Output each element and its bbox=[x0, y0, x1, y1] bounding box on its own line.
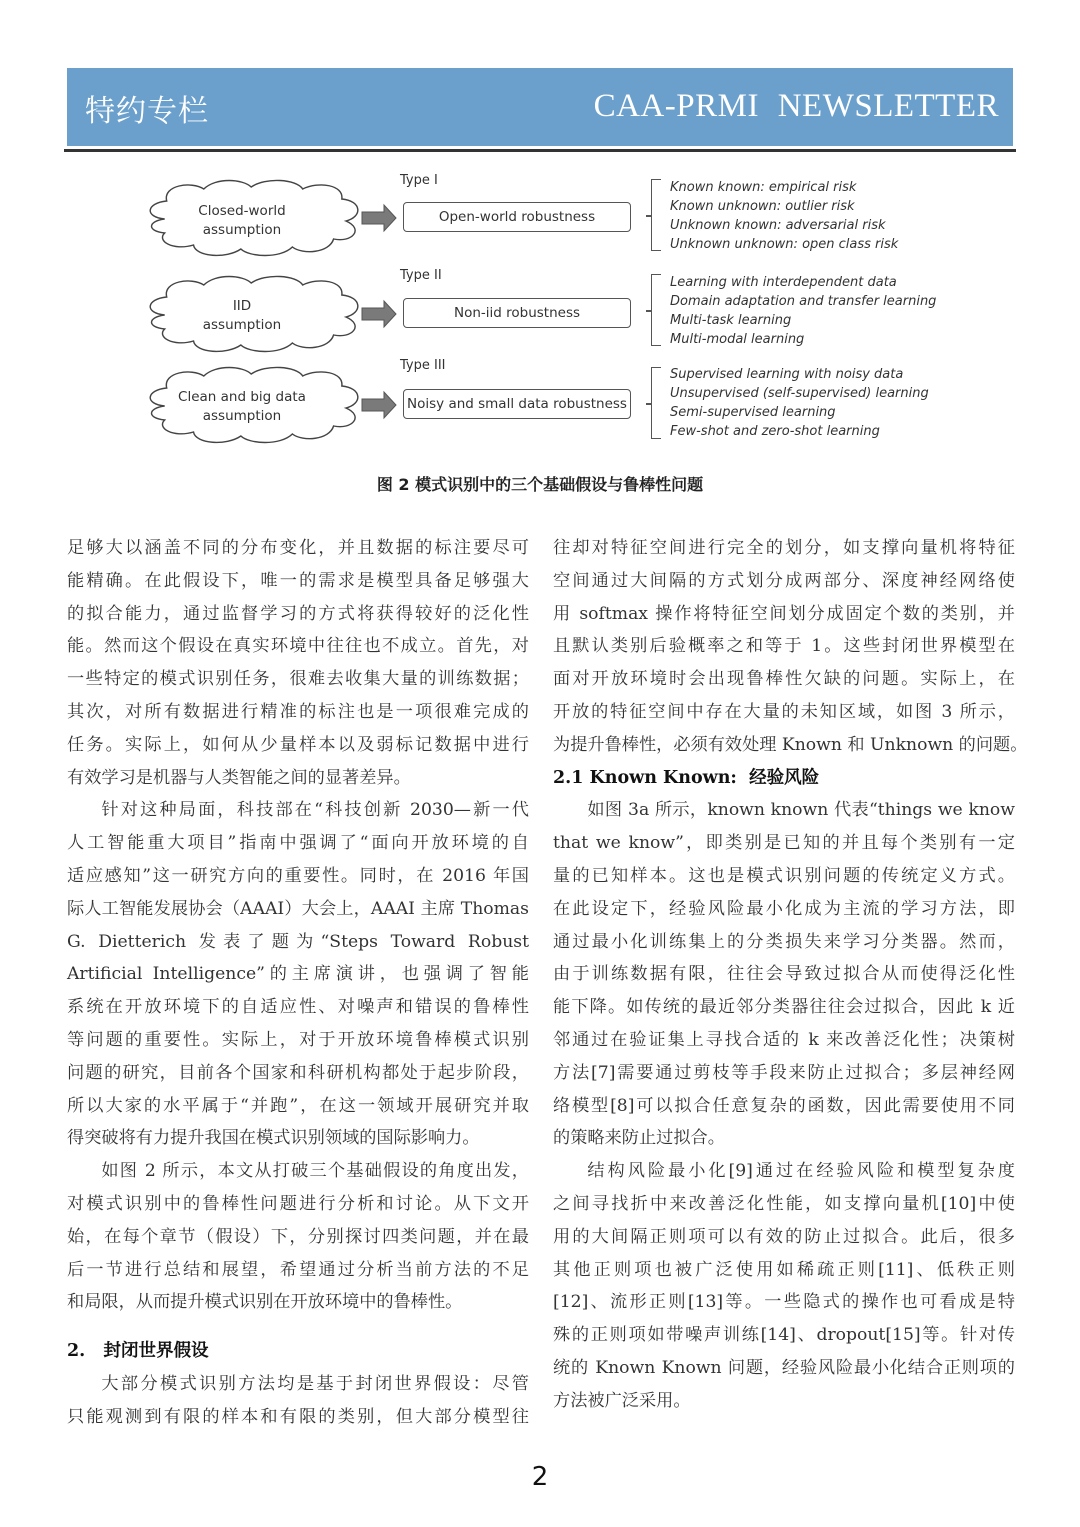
paragraph: 如图 3a 所示，known known 代表“things we know that we know”，即类别是已知的并且每个类别有一定 量的已知样本。这也是模式识别问题的传统定义方式。 在此设定下，经验风险最小化成为主流的学习方法，即 通过最小化训练集上的分类损失来学习分类器。然而， 由于训练数据有限，往往会导致过拟合从而使得泛化性 能下降。如传统的最近邻分类器往往会过拟合，因此 k 近 邻通过在验证集上寻找合适的 k 来改善泛化性；决策树 方法[7]需要通过剪枝等手段来防止过拟合；多层神经网 络模型[8]可以拟合任意复杂的函数，因此需要使用不同 的策略来防止过拟合。 bbox=[553, 800, 1015, 1149]
assumption-closed-world: Closed-world assumption bbox=[198, 203, 286, 238]
assumption-iid: IID assumption bbox=[202, 298, 282, 333]
paragraph: 足够大以涵盖不同的分布变化，并且数据的标注要尽可 能精确。在此假设下，唯一的需求是模型具备足够强大 的拟合能力，通过监督学习的方式将获得较好的泛化性 能。然而这个假设在真实环境中往往也不成立。首先，对 一些特定的模式识别任务，很难去收集大量的训练数据； 其次，对所有数据进行精准的标注也是一项很难完成的 任务。实际上，如何从少量样本以及弱标记数据中进行 有效学习是机器与人类智能之间的显著差异。 bbox=[67, 538, 529, 788]
risk-list: Known known: empirical risk Known unknown: outlier risk Unknown known: adversarial risk Unknown unknown: open class risk bbox=[670, 180, 899, 252]
right-column bbox=[553, 532, 1028, 1418]
robustness-box: Noisy and small data robustness bbox=[403, 389, 631, 419]
paragraph: 往却对特征空间进行完全的划分，如支撑向量机将特征 空间通过大间隔的方式划分成两部分、深度神经网络使 用 softmax 操作将特征空间划分成固定个数的类别，并 且默认类别后验概率之和等于 1。这些封闭世界模型在 面对开放环境时会出现鲁棒性欠缺的问题。实际上，在 开放的特征空间中存在大量的未知区域，如图 3 所示， 为提升鲁棒性，必须有效处理 Known 和 Unknown 的问题。 bbox=[553, 538, 1028, 755]
paragraph: 大部分模式识别方法均是基于封闭世界假设：尽管 只能观测到有限的样本和有限的类别，但大部分模型往 bbox=[67, 1373, 529, 1427]
paragraph: 结构风险最小化[9]通过在经验风险和模型复杂度 之间寻找折中来改善泛化性能，如支撑向量机[10]中使 用的大间隔正则项可以有效的防止过拟合。此后，很多 其他正则项也被广泛使用如稀疏正则[11]、低秩正则 [12]、流形正则[13]等。一些隐式的操作也可看成是特 殊的正则项如带噪声训练[14]、dropout[15]等。针对传 统的 Known Known 问题，经验风险最小化结合正则项的 方法被广泛采用。 bbox=[553, 1161, 1015, 1411]
figure-2 bbox=[130, 165, 960, 450]
assumption-clean-big-data: Clean and big data assumption bbox=[178, 389, 306, 424]
paragraph: 如图 2 所示，本文从打破三个基础假设的角度出发， 对模式识别中的鲁棒性问题进行分析和讨论。从下文开 始，在每个章节（假设）下，分别探讨四类问题，并在最 后一节进行总结和展望，希望通过分析当前方法的不足 和局限，从而提升模式识别在开放环境中的鲁棒性。 bbox=[67, 1161, 529, 1313]
subsection-heading: 2.1 Known Known: 经验风险 bbox=[553, 767, 820, 788]
column-title: 特约专栏 bbox=[85, 94, 209, 129]
bracket bbox=[651, 179, 661, 251]
type-label: Type II bbox=[400, 268, 442, 283]
bracket bbox=[651, 367, 661, 439]
type-label: Type I bbox=[400, 173, 438, 188]
header-rule bbox=[64, 149, 1016, 152]
arrow-icon bbox=[362, 392, 396, 418]
arrow-icon bbox=[362, 301, 396, 327]
page-header bbox=[67, 68, 1013, 146]
data-learning-list: Supervised learning with noisy data Unsupervised (self-supervised) learning Semi-supervised learning Few-shot and zero-shot learning bbox=[670, 367, 929, 439]
figure-caption: 图 2 模式识别中的三个基础假设与鲁棒性问题 bbox=[376, 475, 704, 494]
left-column bbox=[67, 532, 529, 1434]
arrow-icon bbox=[362, 205, 396, 231]
learning-list: Learning with interdependent data Domain adaptation and transfer learning Multi-task learning Multi-modal learning bbox=[670, 275, 937, 347]
robustness-box: Open-world robustness bbox=[403, 202, 631, 232]
newsletter-title: CAA-PRMI NEWSLETTER bbox=[593, 88, 999, 124]
page-number: 2 bbox=[531, 1462, 549, 1492]
bracket bbox=[651, 274, 661, 346]
paragraph: 针对这种局面，科技部在“科技创新 2030—新一代 人工智能重大项目”指南中强调了“面向开放环境的自 适应感知”这一研究方向的重要性。同时，在 2016 年国 际人工智能发展协会（AAAI）大会上，AAAI 主席 Thomas G. Dietterich 发表了题为“Steps Toward Robust Artificial Intelligence”的主席演讲，也强调了智能 系统在开放环境下的自适应性、对噪声和错误的鲁棒性 等问题的重要性。实际上，对于开放环境鲁棒模式识别 问题的研究，目前各个国家和科研机构都处于起步阶段， 所以大家的水平属于“并跑”，在这一领域开展研究并取 得突破将有力提升我国在模式识别领域的国际影响力。 bbox=[67, 800, 529, 1149]
robustness-box: Non-iid robustness bbox=[403, 298, 631, 328]
section-heading: 2. 封闭世界假设 bbox=[67, 1341, 209, 1362]
type-label: Type III bbox=[400, 358, 446, 373]
